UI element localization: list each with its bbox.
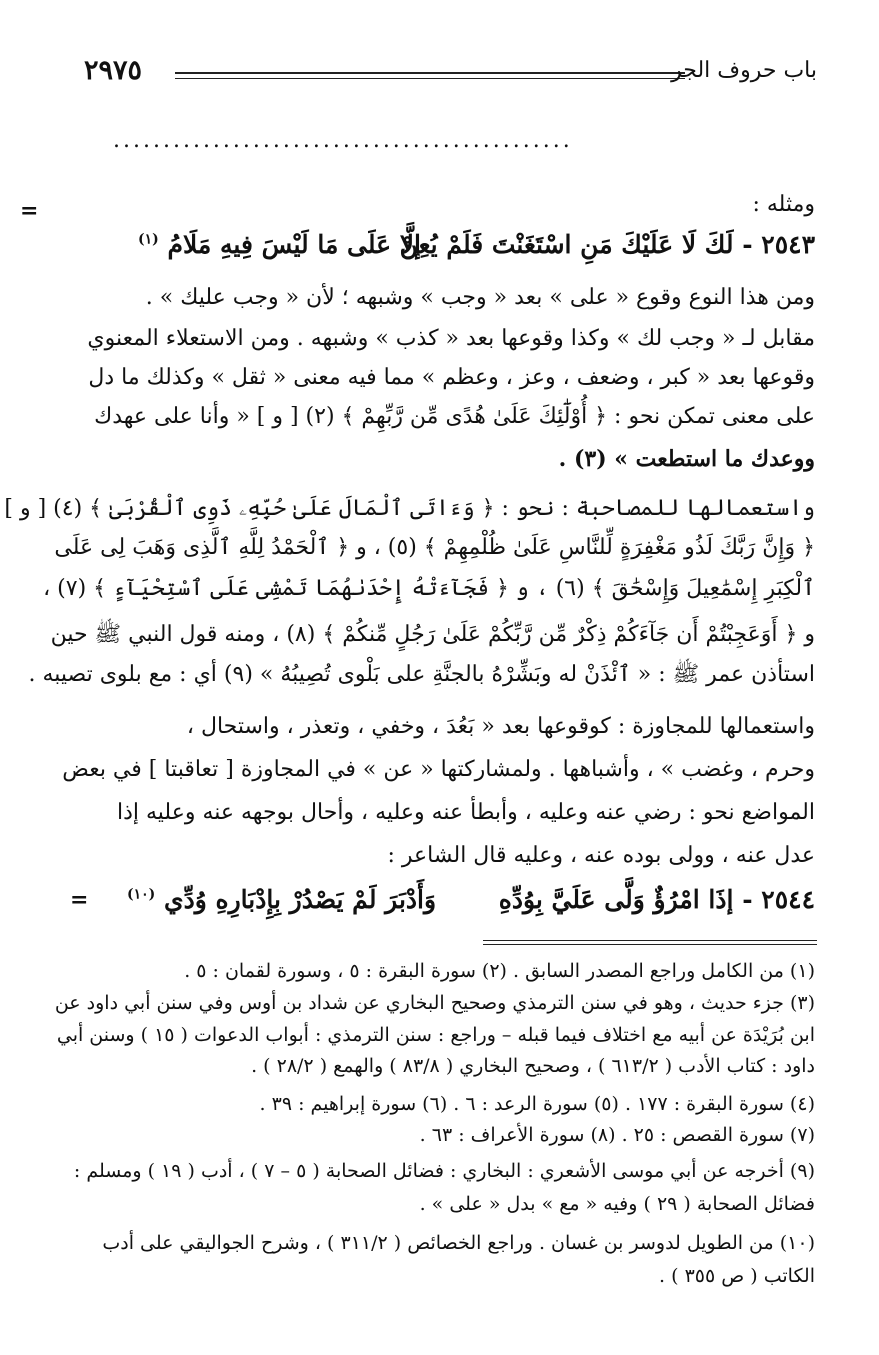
footnote-line: (٧) سورة القصص : ٢٥ . (٨) سورة الأعراف : ٦٣ .	[419, 1124, 815, 1146]
footnote-line: داود : كتاب الأدب ( ٦١٣/٢ ) ، وصحيح البخاري ( ٨٣/٨ ) والهمع ( ٢٨/٢ ) .	[251, 1055, 815, 1077]
body-line: ٱلْكِبَرِ إِسْمَٰعِيلَ وَإِسْحَٰقَ ﴾ (٦) ، و ﴿ فَجَآءَتْهُ إِحْدَىٰهُمَا تَمْشِى عَلَى ٱسْتِحْيَآءٍ ﴾ (٧) ،	[43, 576, 815, 601]
verse-hemistich: لَكَ لَا عَلَيْكَ مَنِ اسْتَغَنْتَ فَلَمْ يُعِنْ	[399, 230, 734, 259]
verse-2543-hemistich-1	[400, 230, 815, 259]
body-line: على معنى تمكن نحو : ﴿ أُوْلَٰٓئِكَ عَلَىٰ هُدًى مِّن رَّبِّهِمْ ﴾ (٢) [ و ] « وأنا على عهدك	[94, 404, 815, 429]
footnote-ref: (١)	[138, 231, 159, 248]
page-number: ٢٩٧٥	[84, 55, 143, 86]
intro-text: ومثله :	[752, 192, 815, 217]
footnote-line: (٣) جزء حديث ، وهو في سنن الترمذي وصحيح البخاري عن شداد بن أوس وفي سنن أبي داود عن	[54, 992, 815, 1014]
footnote-separator	[483, 940, 817, 941]
body-line: استأذن عمر ﷺ : « ٱئْذَنْ له وبَشِّرْهُ بالجنَّةِ على بَلْوى تُصِيبُهُ » (٩) أي : مع بلوى تصيبه .	[28, 662, 815, 687]
footnote-ref: (١٠)	[127, 886, 156, 903]
body-line: ووعدك ما استطعت » (٣) .	[558, 446, 815, 472]
paragraph-companionship: واستعمالها للمصاحبة : نحو : ﴿ وَءَاتَى ٱلْمَالَ عَلَىٰ حُبِّهِۦ ذَوِى ٱلْقُرْبَىٰ ﴾ (٤) [ و ]	[4, 496, 815, 521]
body-line: ومن هذا النوع وقوع « على » بعد « وجب » وشبهه ؛ لأن « وجب عليك » .	[145, 285, 815, 310]
body-line: وقوعها بعد « كبر ، وضعف ، وعز ، وعظم » مما فيه معنى « ثقل » وكذلك ما دل	[88, 365, 815, 390]
footnote-line: الكاتب ( ص ٣٥٥ ) .	[659, 1265, 815, 1287]
body-line: المواضع نحو : رضي عنه وعليه ، وأبطأ عنه وعليه ، وأحال بوجهه عنه وعليه إذا	[116, 800, 815, 825]
verse-number: ٢٥٤٤ -	[742, 885, 815, 914]
footnote-line: ابن بُرَيْدَة عن أبيه مع اختلاف فيما قبله – وراجع : سنن الترمذي : أبواب الدعوات ( ١٥ ) وسنن أبي	[56, 1024, 815, 1046]
verse-2544-hemistich-2	[127, 885, 436, 914]
footnote-line: (٤) سورة البقرة : ١٧٧ . (٥) سورة الرعد : ٦ . (٦) سورة إبراهيم : ٣٩ .	[259, 1093, 815, 1115]
verse-number: ٢٥٤٣ -	[742, 230, 815, 259]
body-line: مقابل لـ « وجب لك » وكذا وقوعها بعد « كذب » وشبهه . ومن الاستعلاء المعنوي	[87, 326, 815, 351]
footnote-line: (١) من الكامل وراجع المصدر السابق . (٢) سورة البقرة : ٥ ، وسورة لقمان : ٥ .	[184, 960, 815, 982]
footnote-line: (٩) أخرجه عن أبي موسى الأشعري : البخاري : فضائل الصحابة ( ٥ – ٧ ) ، أدب ( ١٩ ) ومسلم :	[73, 1160, 815, 1182]
footnote-line: فضائل الصحابة ( ٢٩ ) وفيه « مع » بدل « على » .	[419, 1193, 815, 1215]
body-line: عدل عنه ، وولى بوده عنه ، وعليه قال الشاعر :	[387, 843, 815, 868]
running-head-title: باب حروف الجر	[671, 58, 817, 83]
verse-2543-hemistich-2	[138, 230, 421, 259]
body-line: ﴿ وَإِنَّ رَبَّكَ لَذُو مَغْفِرَةٍ لِّلنَّاسِ عَلَىٰ ظُلْمِهِمْ ﴾ (٥) ، و ﴿ ٱلْحَمْدُ لِلَّهِ ٱلَّذِى وَهَبَ لِى عَلَى	[54, 535, 815, 560]
paragraph-transgression: واستعمالها للمجاوزة : كوقوعها بعد « بَعُدَ ، وخفي ، وتعذر ، واستحال ،	[186, 714, 815, 739]
verse-hemistich: إلَّا عَلَى مَا لَيْسَ فِيهِ مَلَامُ	[167, 230, 421, 259]
header-rule	[175, 72, 685, 74]
body-line: وحرم ، وغضب » ، وأشباهها . ولمشاركتها « عن » في المجاوزة [ تعاقبتا ] في بعض	[62, 757, 815, 782]
verse-hemistich: وَأَدْبَرَ لَمْ يَصْدُرْ بِإِدْبَارِهِ وُدِّي	[164, 885, 437, 914]
body-line: و ﴿ أَوَعَجِبْتُمْ أَن جَآءَكُمْ ذِكْرٌ مِّن رَّبِّكُمْ عَلَىٰ رَجُلٍ مِّنكُمْ ﴾ (٨) ، ومنه قول النبي ﷺ حين	[50, 622, 815, 647]
verse-hemistich: إذَا امْرُؤٌ وَلَّى عَلَيَّ بِوُدِّهِ	[498, 885, 734, 914]
verse-2544-hemistich-1	[499, 885, 815, 914]
continuation-mark-bottom: =	[70, 887, 89, 913]
footnote-separator-thin	[483, 944, 817, 945]
continuation-mark-top: =	[20, 198, 39, 224]
header-rule-thin	[175, 78, 685, 79]
ellipsis-line: ..............................................	[113, 128, 573, 153]
footnote-line: (١٠) من الطويل لدوسر بن غسان . وراجع الخصائص ( ٣١١/٢ ) ، وشرح الجواليقي على أدب	[102, 1232, 815, 1254]
